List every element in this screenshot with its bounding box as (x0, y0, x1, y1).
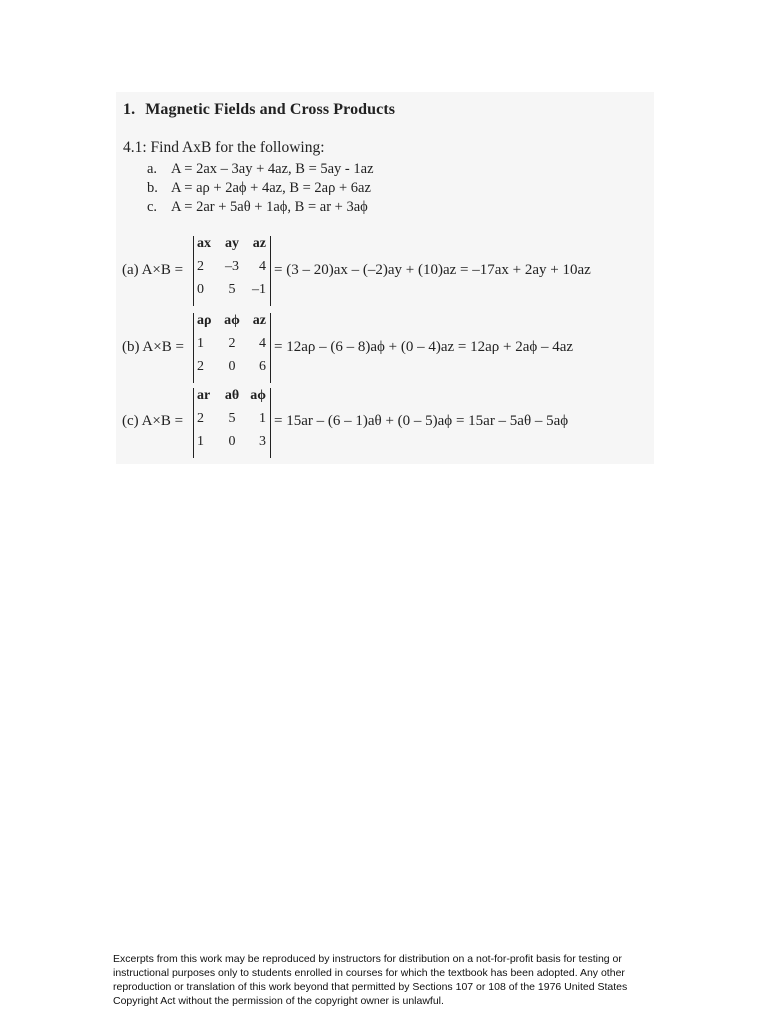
problem-part-c (147, 199, 368, 216)
solution-a-result: = (3 – 20)ax – (–2)ay + (10)az = –17ax + 2ay + 10az (274, 262, 591, 278)
matrix-cell: aρ (197, 313, 212, 328)
matrix-cell: 2 (197, 411, 204, 426)
determinant-c (193, 388, 271, 458)
matrix-cell: aϕ (224, 313, 240, 328)
solution-c-result: = 15ar – (6 – 1)aθ + (0 – 5)aϕ = 15ar – 5aθ – 5aϕ (274, 413, 569, 429)
solution-b-result: = 12aρ – (6 – 8)aϕ + (0 – 4)az = 12aρ + 2aϕ – 4az (274, 339, 574, 355)
matrix-cell: 1 (197, 336, 204, 351)
matrix-cell: ar (197, 388, 211, 403)
matrix-cell: 5 (228, 282, 236, 297)
part-text: A = 2ax – 3ay + 4az, B = 5ay - 1az (171, 161, 374, 177)
matrix-cell: 6 (259, 359, 266, 374)
section-heading (123, 101, 395, 119)
matrix-cell: –1 (252, 282, 266, 297)
matrix-cell: aϕ (250, 388, 266, 403)
solution-c-label: (c) A×B = (122, 413, 184, 429)
matrix-cell: 4 (259, 259, 266, 274)
problem-prompt: 4.1: Find AxB for the following: (123, 139, 325, 156)
matrix-cell: 0 (228, 434, 236, 449)
matrix-cell: aθ (224, 388, 240, 403)
solution-b-label: (b) A×B = (122, 339, 184, 355)
determinant-b (193, 313, 271, 383)
matrix-cell: 5 (228, 411, 236, 426)
part-label: a. (147, 161, 158, 177)
matrix-cell: az (252, 236, 266, 251)
matrix-cell: 4 (259, 336, 266, 351)
section-number: 1. (123, 101, 136, 118)
matrix-cell: 2 (197, 359, 204, 374)
matrix-cell: 1 (197, 434, 204, 449)
matrix-cell: az (252, 313, 266, 328)
matrix-cell: 3 (259, 434, 266, 449)
part-label: b. (147, 180, 158, 196)
matrix-cell: 2 (228, 336, 236, 351)
matrix-cell: –3 (225, 259, 239, 274)
matrix-cell: ax (197, 236, 211, 251)
problem-part-a (147, 161, 374, 178)
matrix-cell: 1 (259, 411, 266, 426)
determinant-a (193, 236, 271, 306)
part-label: c. (147, 199, 158, 215)
section-title: Magnetic Fields and Cross Products (145, 101, 396, 118)
matrix-cell: 2 (197, 259, 204, 274)
problem-part-b (147, 180, 371, 197)
matrix-cell: ay (225, 236, 239, 251)
part-text: A = 2ar + 5aθ + 1aϕ, B = ar + 3aϕ (171, 199, 368, 215)
solution-a-label: (a) A×B = (122, 262, 184, 278)
matrix-cell: 0 (197, 282, 204, 297)
part-text: A = aρ + 2aϕ + 4az, B = 2aρ + 6az (171, 180, 371, 196)
copyright-notice: Excerpts from this work may be reproduced by instructors for distribution on a not-for-profit basis for testing or instructional purposes only to students enrolled in courses for which the textbook has been adopted. Any other reproduction or translation of this work beyond that permitted by Sections 107 or 108 of the 1976 United States Copyright Act without the permission of the copyright owner is unlawful. (113, 953, 628, 1007)
matrix-cell: 0 (228, 359, 236, 374)
